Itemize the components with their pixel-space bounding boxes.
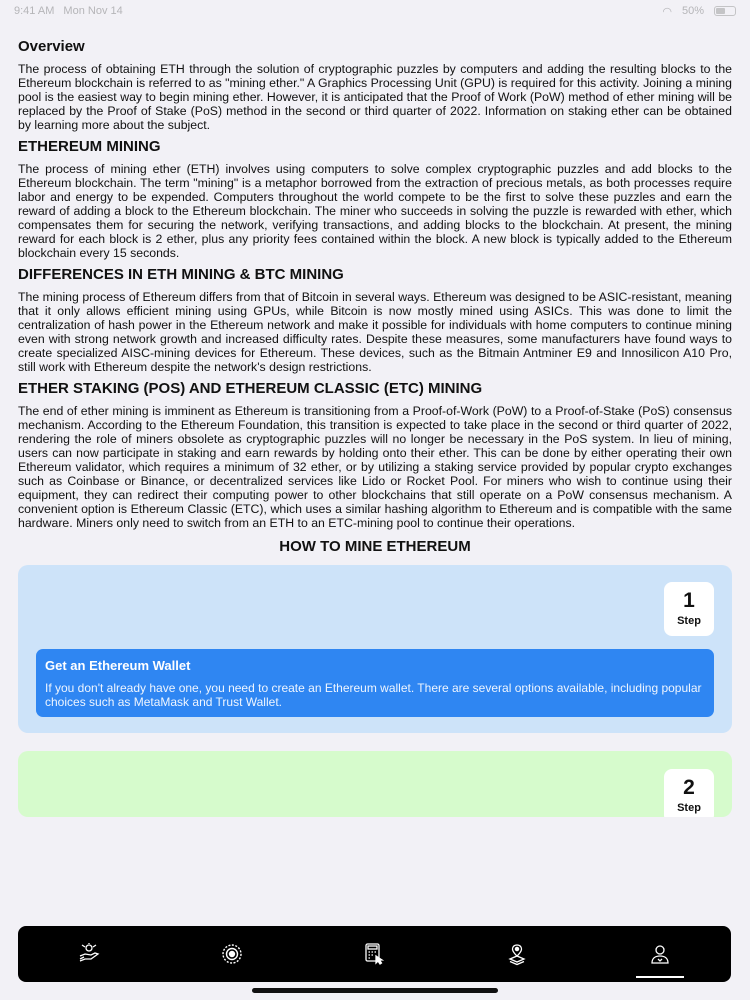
status-left xyxy=(14,5,123,17)
step-badge-2 xyxy=(664,769,714,817)
step-badge-1 xyxy=(664,582,714,636)
step-number: 2 xyxy=(683,776,695,799)
profile-icon xyxy=(648,942,672,966)
tab-earn[interactable] xyxy=(18,926,161,982)
step-card-1 xyxy=(18,565,732,733)
battery-icon xyxy=(714,6,736,16)
article-content xyxy=(18,36,732,817)
mining-target-icon xyxy=(220,942,244,966)
step-info-box xyxy=(36,649,714,717)
active-tab-indicator xyxy=(636,976,684,978)
tab-mining[interactable] xyxy=(161,926,304,982)
step-description: If you don't already have one, you need to create an Ethereum wallet. There are several options available, including popular choices such as MetaMask and Trust Wallet. xyxy=(45,681,702,709)
step-label: Step xyxy=(677,802,701,814)
tab-bar xyxy=(18,926,731,982)
status-right xyxy=(662,5,736,18)
home-indicator[interactable] xyxy=(252,988,498,993)
status-time: 9:41 AM xyxy=(14,5,55,17)
location-pin-icon xyxy=(505,942,529,966)
wifi-icon: ◠ xyxy=(662,5,672,18)
step-card-2 xyxy=(18,751,732,817)
how-to-title: HOW TO MINE ETHEREUM xyxy=(279,538,471,555)
battery-percent: 50% xyxy=(681,5,704,17)
section-heading-differences: DIFFERENCES IN ETH MINING & BTC MINING xyxy=(18,266,344,283)
tab-location[interactable] xyxy=(446,926,589,982)
section-heading-ethereum-mining: ETHEREUM MINING xyxy=(18,138,161,155)
section-heading-staking: ETHER STAKING (POS) AND ETHEREUM CLASSIC (ETC) MINING xyxy=(18,380,483,397)
step-title: Get an Ethereum Wallet xyxy=(45,658,191,673)
step-number: 1 xyxy=(683,589,695,612)
step-label: Step xyxy=(677,615,701,627)
section-heading-overview: Overview xyxy=(18,38,85,55)
section-body-ethereum-mining: The process of mining ether (ETH) involves using computers to solve complex cryptographic puzzles and add blocks to the Ethereum blockchain. The term "mining" is a metaphor borrowed from the extraction of precious metals, as both processes require labor and energy to be expended. Computers throughout the world compete to be the first to solve these puzzles and earn the reward of adding a block to the Ethereum blockchain. The miner who succeeds in solving the puzzle is rewarded with ether, which compensates them for securing the network, verifying transactions, and adding blocks to the blockchain. At present, the mining reward for each block is 2 ether, plus any priority fees contained within the block. A new block is typically added to the Ethereum blockchain every 15 seconds. xyxy=(18,162,732,260)
section-body-differences: The mining process of Ethereum differs from that of Bitcoin in several ways. Ethereum was designed to be ASIC-resistant, meaning that it only allows efficient mining using GPUs, while Bitcoin is now mostly mined using ASICs. This was done to limit the centralization of hash power in the Ethereum network and make it possible for individuals with home computers to continue mining even with strong network growth and increased difficulty rates. Despite these measures, some manufacturers have found ways to create specialized AISC-mining devices for Ethereum. These devices, such as the Bitmain Antminer E9 and Innosilicon A10 Pro, still work with Ethereum despite the network's design restrictions. xyxy=(18,290,732,374)
status-date: Mon Nov 14 xyxy=(63,5,123,17)
calculator-tap-icon xyxy=(362,942,386,966)
tab-profile[interactable] xyxy=(588,926,731,982)
section-body-overview: The process of obtaining ETH through the solution of cryptographic puzzles by computers and adding the resulting blocks to the Ethereum blockchain is referred to as "mining ether." A Graphics Processing Unit (GPU) is required for this activity. Joining a mining pool is the easiest way to begin mining ether. However, it is anticipated that the Proof of Work (PoW) method of ether mining will be replaced by the Proof of Stake (PoS) method in the second or third quarter of 2022. Information on staking ether can be obtained by learning more about the subject. xyxy=(18,62,732,132)
section-body-staking: The end of ether mining is imminent as Ethereum is transitioning from a Proof-of-Work (PoW) to a Proof-of-Stake (PoS) consensus mechanism. According to the Ethereum Foundation, this transition is expected to take place in the second or third quarter of 2022, rendering the role of miners obsolete as cryptographic puzzles will no longer be necessary in the PoS system. In lieu of mining, users can now participate in staking and earn rewards by holding onto their ether. This can be done by either operating their own Ethereum validator, which requires a minimum of 32 ether, or by utilizing a staking service provided by popular crypto exchanges such as Coinbase or Binance, or decentralized services like Lido or Rocket Pool. For miners who wish to continue using their equipment, they can redirect their computing power to other blockchains that still operate on a PoW consensus mechanism. A convenient option is Ethereum Classic (ETC), which uses a similar hashing algorithm to Ethereum and is compatible with the same hardware. Miners only need to switch from an ETH to an ETC-mining pool to continue their operations. xyxy=(18,404,732,530)
tab-calculator[interactable] xyxy=(303,926,446,982)
battery-fill xyxy=(716,8,725,14)
status-bar xyxy=(0,0,750,22)
hand-coins-icon xyxy=(77,942,101,966)
